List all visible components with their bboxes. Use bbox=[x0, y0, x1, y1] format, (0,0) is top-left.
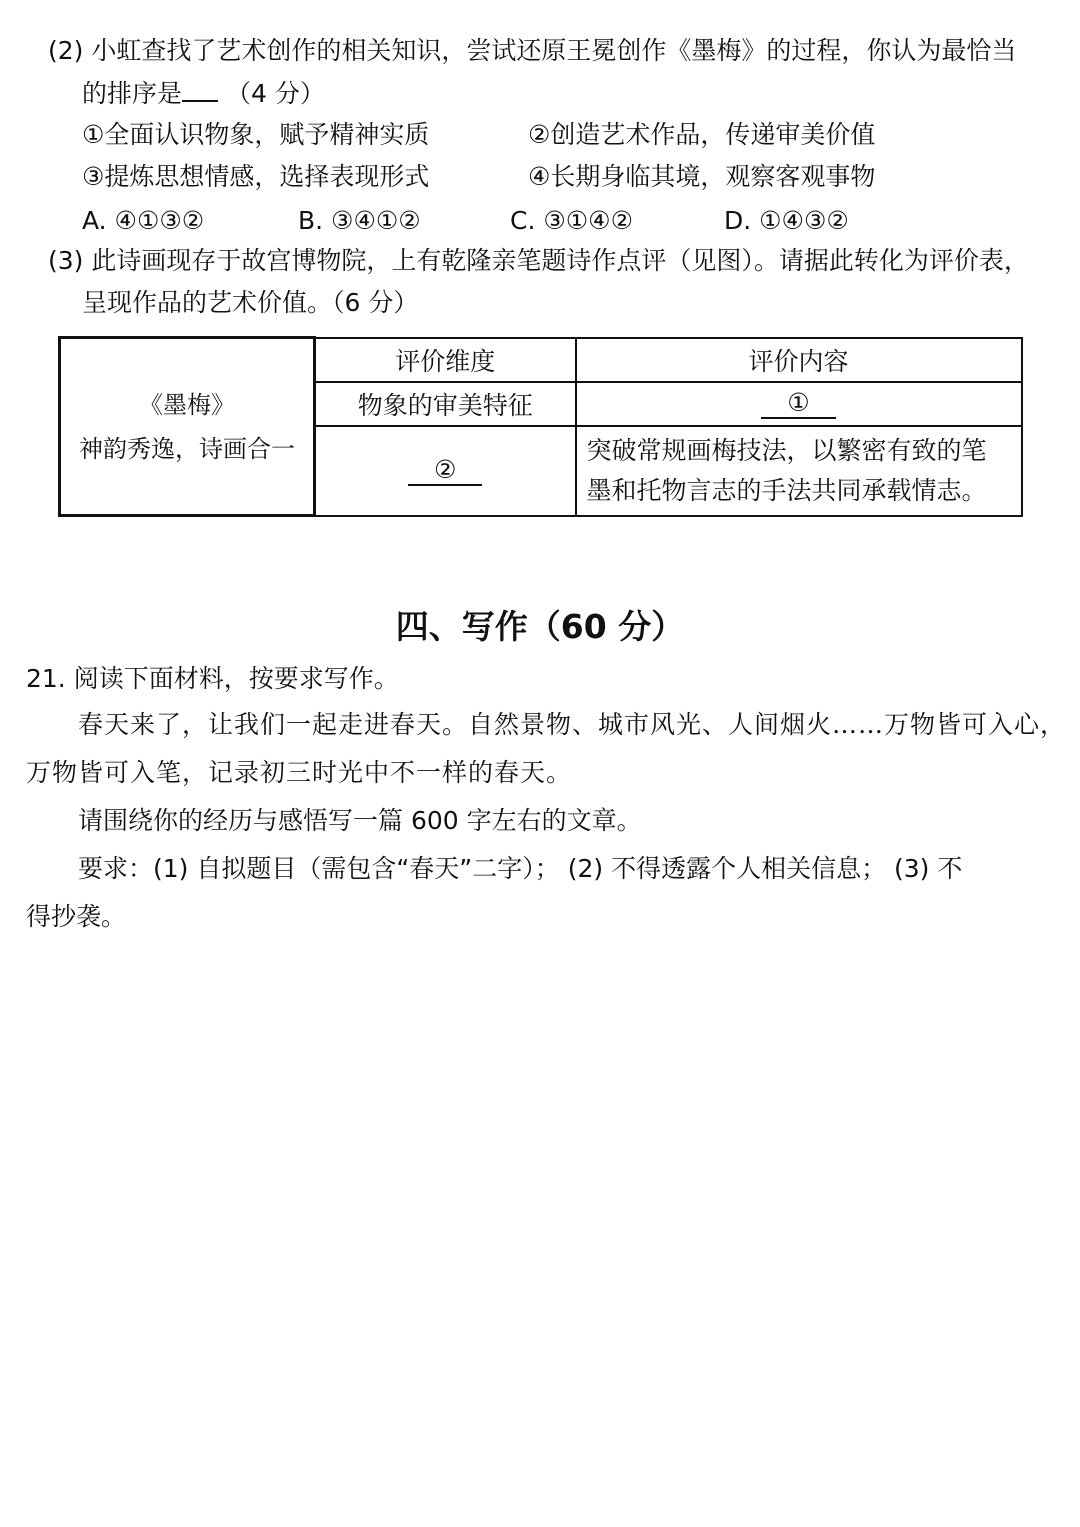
q3-line1: (3) 此诗画现存于故宫博物院，上有乾隆亲笔题诗作点评（见图）。请据此转化为评价表， bbox=[48, 246, 1029, 275]
q2-line2 bbox=[82, 76, 325, 111]
q2-choice-a: A. ④①③② bbox=[82, 206, 205, 235]
q2-item-4: ④长期身临其境，观察客观事物 bbox=[528, 162, 876, 191]
q21-material-line2: 万物皆可入笔，记录初三时光中不一样的春天。 bbox=[26, 758, 573, 787]
q2-choice-c: C. ③①④② bbox=[510, 206, 633, 235]
q2-item-1: ①全面认识物象，赋予精神实质 bbox=[82, 120, 430, 149]
q3-line2: 呈现作品的艺术价值。（6 分） bbox=[82, 288, 419, 317]
q2-choice-d: D. ①④③② bbox=[724, 206, 849, 235]
q21-heading: 21. 阅读下面材料，按要求写作。 bbox=[26, 664, 399, 693]
header-content: 评价内容 bbox=[576, 338, 1022, 382]
row1-content-blank: ① bbox=[761, 388, 835, 419]
q2-item-2: ②创造艺术作品，传递审美价值 bbox=[528, 120, 876, 149]
q2-line2-prefix: 的排序是 bbox=[82, 79, 183, 108]
header-dimension: 评价维度 bbox=[315, 338, 576, 382]
q21-prompt: 请围绕你的经历与感悟写一篇 600 字左右的文章。 bbox=[78, 806, 642, 835]
answer-blank bbox=[182, 76, 218, 102]
row1-dimension: 物象的审美特征 bbox=[315, 382, 576, 426]
work-title: 《墨梅》 bbox=[139, 390, 235, 419]
q21-requirements-line2: 得抄袭。 bbox=[26, 902, 127, 931]
q21-material-line1: 春天来了，让我们一起走进春天。自然景物、城市风光、人间烟火……万物皆可入心， bbox=[78, 710, 1067, 739]
q2-item-3: ③提炼思想情感，选择表现形式 bbox=[82, 162, 430, 191]
work-cell bbox=[60, 338, 315, 516]
row2-dimension-cell bbox=[315, 426, 576, 516]
q2-line1: (2) 小虹查找了艺术创作的相关知识，尝试还原王冕创作《墨梅》的过程，你认为最恰当 bbox=[48, 36, 1017, 65]
q21-requirements-line1: 要求：(1) 自拟题目（需包含“春天”二字）； (2) 不得透露个人相关信息； (3) 不 bbox=[78, 854, 963, 883]
evaluation-table bbox=[58, 336, 1023, 517]
work-subtitle: 神韵秀逸，诗画合一 bbox=[79, 434, 295, 463]
section-title: 四、写作（60 分） bbox=[395, 607, 685, 646]
row2-content: 突破常规画梅技法，以繁密有致的笔墨和托物言志的手法共同承载情志。 bbox=[576, 426, 1022, 516]
row1-content-cell bbox=[576, 382, 1022, 426]
row2-dimension-blank: ② bbox=[408, 455, 482, 486]
q2-choice-b: B. ③④①② bbox=[298, 206, 421, 235]
q2-score: （4 分） bbox=[225, 79, 325, 108]
